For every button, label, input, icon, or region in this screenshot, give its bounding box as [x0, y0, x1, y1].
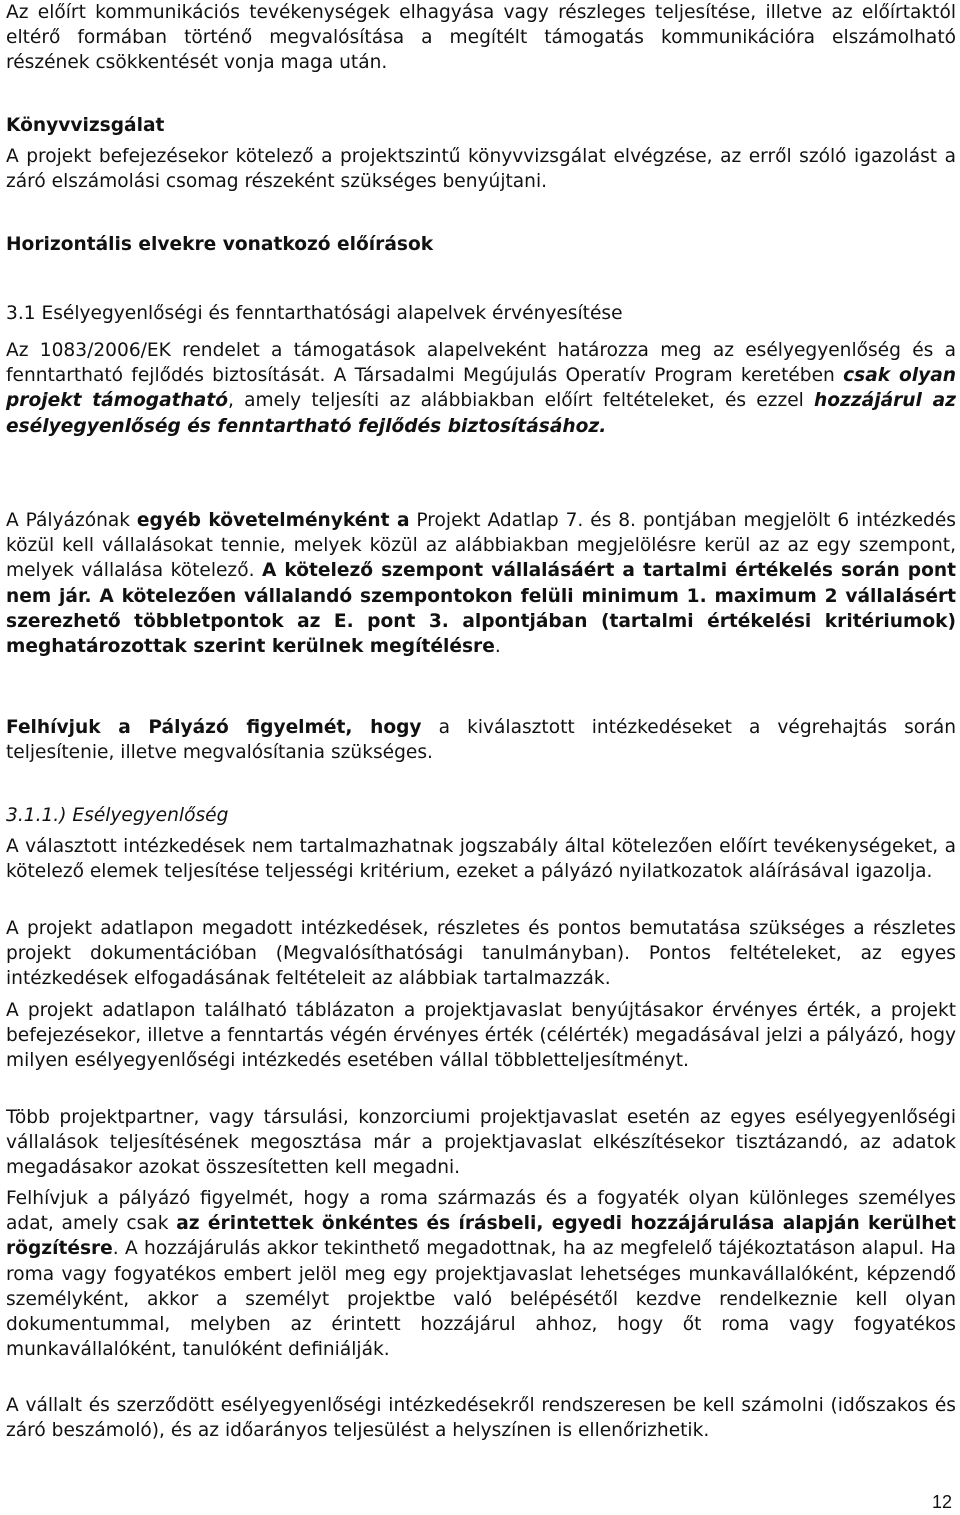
paragraph-konyvvizsgalat: A projekt befejezésekor kötelező a projektszintű könyvvizsgálat elvégzése, az erről szóló igazolást a záró elszámolási csomag részeként szükséges benyújtani. [6, 146, 956, 193]
section-title-3-1: 3.1 Esélyegyenlőségi és fenntarthatósági alapelvek érvényesítése [6, 303, 623, 324]
text-run: Projekt Adatlap 7. és 8. pontjában megjelölt 6 intézkedés közül kell vállalásokat tennie, melyek közül az alábbiakban megjelölésre kerül az az egy szempont, melyek vállalása kötelező. [6, 510, 956, 582]
text-run: A Pályázónak [6, 510, 137, 531]
paragraph-communication-penalty: Az előírt kommunikációs tevékenységek elhagyása vagy részleges teljesítése, illetve az előírtaktól eltérő formában történő megvalósítása a megítélt támogatás kommunikációra elszámolható részének csökkentését vonja maga után. [6, 2, 956, 74]
text-run: Az 1083/2006/EK rendelet a támogatások alapelveként határozza meg az esélyegyenlőség és a fenntartható fejlődés biztosítását. A Társadalmi Megújulás Operatív Program keretében [6, 340, 956, 387]
text-run: a kiválasztott intézkedéseket a végrehajtás során teljesítenie, illetve megvalósítania szükséges. [6, 717, 956, 764]
paragraph-3-1-1-c: A projekt adatlapon található táblázaton a projektjavaslat benyújtásakor érvényes érték, a projekt befejezésekor, illetve a fenntartás végén érvényes érték (célérték) megadásával jelzi a pályázó, hogy milyen esélyegyenlőségi intézkedés esetében vállal többletteljesítményt. [6, 1000, 956, 1072]
text-run: . A hozzájárulás akkor tekinthető megadottnak, ha az megfelelő tájékoztatáson alapul. Ha roma vagy fogyatékos embert jelöl meg egy projektjavaslat lehetséges munkavállalóként, képzendő személyként, akkor a személyt projektbe való belépésétől kezdve rendelkeznie kell olyan dokumentummal, melyben az érintett hozzájárul ahhoz, hogy őt roma vagy fogyatékos munkavállalóként, tanulóként definiálják. [6, 1238, 956, 1361]
bold-run: egyéb követelményként a [136, 510, 410, 531]
emphasis-run: hozzájárul az esélyegyenlőség és fenntartható fejlődés biztosításához. [6, 390, 957, 437]
text-run: , amely teljesíti az alábbiakban előírt feltételeket, és ezzel [228, 390, 815, 412]
paragraph-3-1-1-a: A választott intézkedések nem tartalmazhatnak jogszabály által kötelezően előírt tevékenységeket, a kötelező elemek teljesítése teljességi kritérium, ezeket a pályázó nyilatkozatok aláírásával igazolja. [6, 836, 956, 883]
heading-konyvvizsgalat: Könyvvizsgálat [6, 115, 165, 136]
paragraph-3-1-notice [6, 715, 956, 765]
text-run: Felhívjuk a pályázó figyelmét, hogy a roma származás és a fogyaték olyan különleges személyes adat, amely csak [6, 1188, 956, 1235]
paragraph-3-1-1-b: A projekt adatlapon megadott intézkedések, részletes és pontos bemutatása szükséges a részletes projekt dokumentációban (Megvalósíthatósági tanulmányban). Pontos feltételeket, az egyes intézkedések elfogadásának feltételeit az alábbiak tartalmazzák. [6, 918, 956, 990]
paragraph-3-1-intro [6, 338, 956, 439]
emphasis-run: csak olyan projekt támogatható [6, 365, 956, 412]
text-run: . [494, 636, 501, 658]
bold-run: A kötelező szempont vállalásáért a tartalmi értékelés során pont nem jár. A kötelezően vállalandó szempontokon felüli minimum 1. maximum 2 vállalásért szerezhető többletpontok az E. pont 3. alpontjában (tartalmi értékelési kritériumok) meghatározottak szerint kerülnek megítélésre [6, 560, 956, 658]
section-title-3-1-1: 3.1.1.) Esélyegyenlőség [6, 805, 229, 826]
paragraph-3-1-1-d: Több projektpartner, vagy társulási, konzorciumi projektjavaslat esetén az egyes esélyegyenlőségi vállalások teljesítésének megosztása már a projektjavaslat elkészítésekor tisztázandó, az adatok megadásakor azokat összesítetten kell megadni. [6, 1107, 956, 1179]
bold-run: az érintettek önkéntes és írásbeli, egyedi hozzájárulása alapján kerülhet rögzítésre [6, 1213, 956, 1260]
page-number: 12 [931, 1492, 952, 1512]
paragraph-3-1-1-e [6, 1186, 956, 1362]
paragraph-3-1-1-f: A vállalt és szerződött esélyegyenlőségi intézkedésekről rendszeresen be kell számolni (időszakos és záró beszámoló), és az időarányos teljesülést a helyszínen is ellenőrizhetik. [6, 1395, 956, 1442]
paragraph-3-1-requirements [6, 508, 956, 659]
heading-horizontal-principles: Horizontális elvekre vonatkozó előírások [6, 234, 434, 255]
bold-run: Felhívjuk a Pályázó figyelmét, hogy [6, 717, 422, 738]
